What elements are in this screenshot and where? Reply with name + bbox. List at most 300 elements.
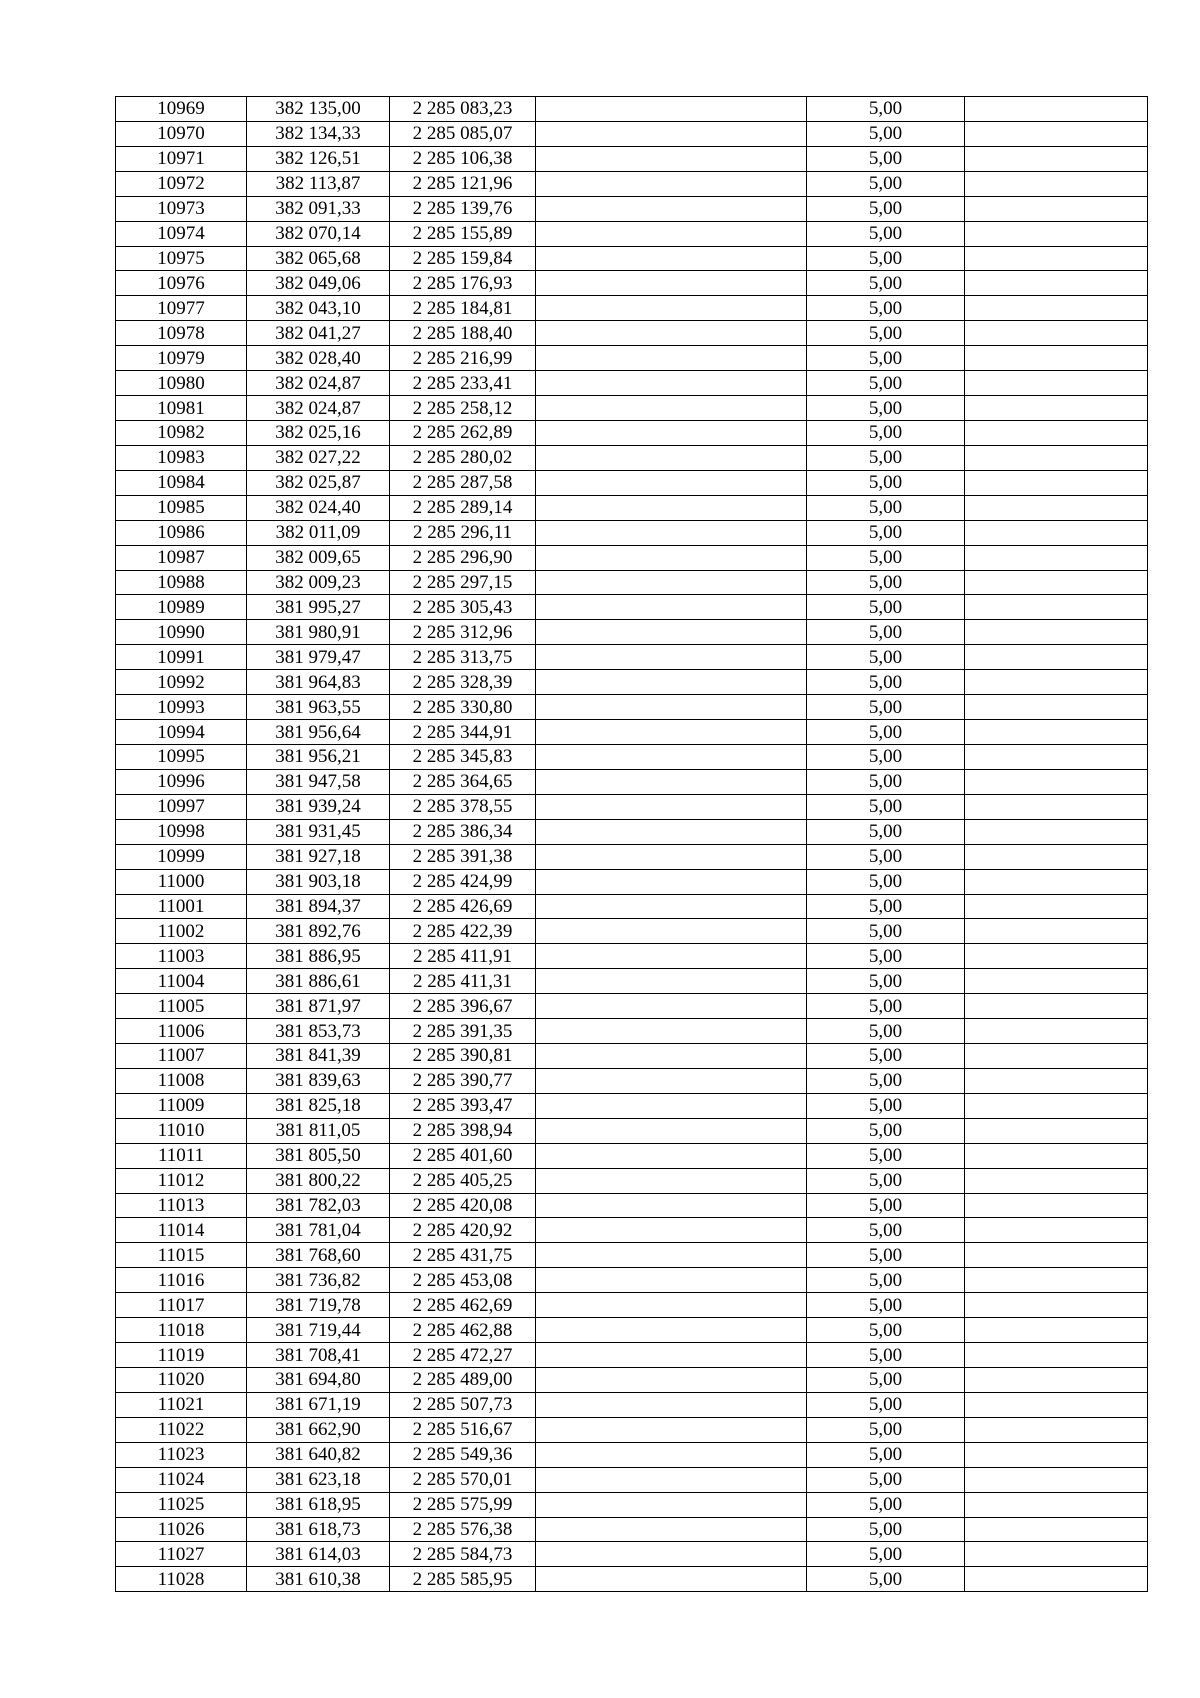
y-coordinate-cell: 2 285 233,41 — [390, 371, 536, 396]
x-coordinate-cell: 382 009,65 — [247, 545, 390, 570]
empty-cell — [965, 1392, 1148, 1417]
empty-cell — [965, 1218, 1148, 1243]
value-cell: 5,00 — [807, 520, 965, 545]
y-coordinate-cell: 2 285 424,99 — [390, 869, 536, 894]
y-coordinate-cell: 2 285 462,88 — [390, 1318, 536, 1343]
value-cell: 5,00 — [807, 1193, 965, 1218]
empty-cell — [965, 1143, 1148, 1168]
point-number-cell: 11023 — [116, 1442, 247, 1467]
x-coordinate-cell: 381 719,78 — [247, 1293, 390, 1318]
y-coordinate-cell: 2 285 489,00 — [390, 1368, 536, 1393]
value-cell: 5,00 — [807, 620, 965, 645]
coordinates-table — [115, 96, 1148, 1592]
blank-cell — [536, 1442, 807, 1467]
value-cell: 5,00 — [807, 720, 965, 745]
empty-cell — [965, 396, 1148, 421]
table-row — [116, 1392, 1148, 1417]
empty-cell — [965, 695, 1148, 720]
value-cell: 5,00 — [807, 744, 965, 769]
point-number-cell: 11026 — [116, 1517, 247, 1542]
value-cell: 5,00 — [807, 819, 965, 844]
table-row — [116, 520, 1148, 545]
empty-cell — [965, 994, 1148, 1019]
x-coordinate-cell: 381 980,91 — [247, 620, 390, 645]
x-coordinate-cell: 381 963,55 — [247, 695, 390, 720]
x-coordinate-cell: 381 979,47 — [247, 645, 390, 670]
x-coordinate-cell: 381 618,73 — [247, 1517, 390, 1542]
empty-cell — [965, 819, 1148, 844]
point-number-cell: 10994 — [116, 720, 247, 745]
table-row — [116, 1243, 1148, 1268]
x-coordinate-cell: 382 049,06 — [247, 271, 390, 296]
y-coordinate-cell: 2 285 453,08 — [390, 1268, 536, 1293]
y-coordinate-cell: 2 285 297,15 — [390, 570, 536, 595]
table-row — [116, 894, 1148, 919]
empty-cell — [965, 121, 1148, 146]
y-coordinate-cell: 2 285 296,11 — [390, 520, 536, 545]
empty-cell — [965, 1168, 1148, 1193]
table-row — [116, 1268, 1148, 1293]
blank-cell — [536, 171, 807, 196]
table-row — [116, 1417, 1148, 1442]
y-coordinate-cell: 2 285 328,39 — [390, 670, 536, 695]
blank-cell — [536, 620, 807, 645]
table-row — [116, 1293, 1148, 1318]
point-number-cell: 11000 — [116, 869, 247, 894]
point-number-cell: 11002 — [116, 919, 247, 944]
x-coordinate-cell: 381 964,83 — [247, 670, 390, 695]
y-coordinate-cell: 2 285 364,65 — [390, 769, 536, 794]
blank-cell — [536, 994, 807, 1019]
empty-cell — [965, 595, 1148, 620]
table-row — [116, 670, 1148, 695]
point-number-cell: 10990 — [116, 620, 247, 645]
y-coordinate-cell: 2 285 396,67 — [390, 994, 536, 1019]
y-coordinate-cell: 2 285 312,96 — [390, 620, 536, 645]
point-number-cell: 11027 — [116, 1542, 247, 1567]
x-coordinate-cell: 381 931,45 — [247, 819, 390, 844]
table-row — [116, 1343, 1148, 1368]
x-coordinate-cell: 381 927,18 — [247, 844, 390, 869]
point-number-cell: 11013 — [116, 1193, 247, 1218]
value-cell: 5,00 — [807, 196, 965, 221]
x-coordinate-cell: 382 009,23 — [247, 570, 390, 595]
value-cell: 5,00 — [807, 146, 965, 171]
blank-cell — [536, 1467, 807, 1492]
blank-cell — [536, 695, 807, 720]
empty-cell — [965, 246, 1148, 271]
empty-cell — [965, 495, 1148, 520]
value-cell: 5,00 — [807, 470, 965, 495]
y-coordinate-cell: 2 285 378,55 — [390, 794, 536, 819]
x-coordinate-cell: 381 768,60 — [247, 1243, 390, 1268]
blank-cell — [536, 121, 807, 146]
blank-cell — [536, 1392, 807, 1417]
blank-cell — [536, 720, 807, 745]
x-coordinate-cell: 381 782,03 — [247, 1193, 390, 1218]
table-row — [116, 769, 1148, 794]
blank-cell — [536, 1517, 807, 1542]
y-coordinate-cell: 2 285 330,80 — [390, 695, 536, 720]
y-coordinate-cell: 2 285 584,73 — [390, 1542, 536, 1567]
y-coordinate-cell: 2 285 422,39 — [390, 919, 536, 944]
point-number-cell: 11011 — [116, 1143, 247, 1168]
value-cell: 5,00 — [807, 1044, 965, 1069]
point-number-cell: 11004 — [116, 969, 247, 994]
blank-cell — [536, 1318, 807, 1343]
table-row — [116, 420, 1148, 445]
x-coordinate-cell: 382 134,33 — [247, 121, 390, 146]
empty-cell — [965, 794, 1148, 819]
table-row — [116, 1368, 1148, 1393]
x-coordinate-cell: 382 043,10 — [247, 296, 390, 321]
table-row — [116, 744, 1148, 769]
empty-cell — [965, 1068, 1148, 1093]
table-row — [116, 1442, 1148, 1467]
x-coordinate-cell: 381 956,21 — [247, 744, 390, 769]
point-number-cell: 10975 — [116, 246, 247, 271]
point-number-cell: 10979 — [116, 346, 247, 371]
y-coordinate-cell: 2 285 390,77 — [390, 1068, 536, 1093]
blank-cell — [536, 1168, 807, 1193]
table-row — [116, 396, 1148, 421]
y-coordinate-cell: 2 285 393,47 — [390, 1093, 536, 1118]
value-cell: 5,00 — [807, 371, 965, 396]
point-number-cell: 11016 — [116, 1268, 247, 1293]
empty-cell — [965, 1442, 1148, 1467]
x-coordinate-cell: 381 671,19 — [247, 1392, 390, 1417]
table-row — [116, 1093, 1148, 1118]
y-coordinate-cell: 2 285 344,91 — [390, 720, 536, 745]
empty-cell — [965, 869, 1148, 894]
blank-cell — [536, 495, 807, 520]
value-cell: 5,00 — [807, 1118, 965, 1143]
x-coordinate-cell: 382 113,87 — [247, 171, 390, 196]
y-coordinate-cell: 2 285 472,27 — [390, 1343, 536, 1368]
empty-cell — [965, 1019, 1148, 1044]
x-coordinate-cell: 381 623,18 — [247, 1467, 390, 1492]
x-coordinate-cell: 381 839,63 — [247, 1068, 390, 1093]
value-cell: 5,00 — [807, 1442, 965, 1467]
x-coordinate-cell: 381 805,50 — [247, 1143, 390, 1168]
x-coordinate-cell: 381 736,82 — [247, 1268, 390, 1293]
table-row — [116, 1143, 1148, 1168]
value-cell: 5,00 — [807, 794, 965, 819]
point-number-cell: 10986 — [116, 520, 247, 545]
table-row — [116, 645, 1148, 670]
empty-cell — [965, 1093, 1148, 1118]
y-coordinate-cell: 2 285 411,31 — [390, 969, 536, 994]
value-cell: 5,00 — [807, 1143, 965, 1168]
value-cell: 5,00 — [807, 1517, 965, 1542]
table-row — [116, 595, 1148, 620]
value-cell: 5,00 — [807, 570, 965, 595]
point-number-cell: 10999 — [116, 844, 247, 869]
y-coordinate-cell: 2 285 139,76 — [390, 196, 536, 221]
point-number-cell: 10984 — [116, 470, 247, 495]
table-row — [116, 1517, 1148, 1542]
table-row — [116, 271, 1148, 296]
blank-cell — [536, 97, 807, 122]
table-row — [116, 1118, 1148, 1143]
table-row — [116, 720, 1148, 745]
empty-cell — [965, 720, 1148, 745]
blank-cell — [536, 1492, 807, 1517]
value-cell: 5,00 — [807, 396, 965, 421]
blank-cell — [536, 1218, 807, 1243]
point-number-cell: 10993 — [116, 695, 247, 720]
value-cell: 5,00 — [807, 1243, 965, 1268]
y-coordinate-cell: 2 285 507,73 — [390, 1392, 536, 1417]
blank-cell — [536, 894, 807, 919]
blank-cell — [536, 246, 807, 271]
x-coordinate-cell: 382 126,51 — [247, 146, 390, 171]
point-number-cell: 10998 — [116, 819, 247, 844]
y-coordinate-cell: 2 285 391,35 — [390, 1019, 536, 1044]
empty-cell — [965, 296, 1148, 321]
blank-cell — [536, 919, 807, 944]
y-coordinate-cell: 2 285 184,81 — [390, 296, 536, 321]
table-row — [116, 97, 1148, 122]
x-coordinate-cell: 381 719,44 — [247, 1318, 390, 1343]
y-coordinate-cell: 2 285 411,91 — [390, 944, 536, 969]
empty-cell — [965, 1517, 1148, 1542]
value-cell: 5,00 — [807, 769, 965, 794]
table-row — [116, 794, 1148, 819]
y-coordinate-cell: 2 285 155,89 — [390, 221, 536, 246]
blank-cell — [536, 1417, 807, 1442]
blank-cell — [536, 570, 807, 595]
value-cell: 5,00 — [807, 1019, 965, 1044]
value-cell: 5,00 — [807, 695, 965, 720]
blank-cell — [536, 969, 807, 994]
point-number-cell: 11018 — [116, 1318, 247, 1343]
point-number-cell: 10982 — [116, 420, 247, 445]
point-number-cell: 10977 — [116, 296, 247, 321]
point-number-cell: 10971 — [116, 146, 247, 171]
empty-cell — [965, 321, 1148, 346]
point-number-cell: 10991 — [116, 645, 247, 670]
value-cell: 5,00 — [807, 346, 965, 371]
y-coordinate-cell: 2 285 549,36 — [390, 1442, 536, 1467]
x-coordinate-cell: 382 027,22 — [247, 445, 390, 470]
y-coordinate-cell: 2 285 391,38 — [390, 844, 536, 869]
blank-cell — [536, 1068, 807, 1093]
table-row — [116, 321, 1148, 346]
point-number-cell: 10983 — [116, 445, 247, 470]
value-cell: 5,00 — [807, 271, 965, 296]
point-number-cell: 11010 — [116, 1118, 247, 1143]
point-number-cell: 11003 — [116, 944, 247, 969]
y-coordinate-cell: 2 285 289,14 — [390, 495, 536, 520]
value-cell: 5,00 — [807, 420, 965, 445]
blank-cell — [536, 844, 807, 869]
empty-cell — [965, 844, 1148, 869]
x-coordinate-cell: 382 024,87 — [247, 371, 390, 396]
x-coordinate-cell: 382 024,40 — [247, 495, 390, 520]
blank-cell — [536, 1567, 807, 1592]
empty-cell — [965, 171, 1148, 196]
blank-cell — [536, 744, 807, 769]
point-number-cell: 11020 — [116, 1368, 247, 1393]
blank-cell — [536, 1368, 807, 1393]
value-cell: 5,00 — [807, 296, 965, 321]
x-coordinate-cell: 382 065,68 — [247, 246, 390, 271]
table-row — [116, 171, 1148, 196]
x-coordinate-cell: 381 694,80 — [247, 1368, 390, 1393]
value-cell: 5,00 — [807, 919, 965, 944]
table-row — [116, 1168, 1148, 1193]
value-cell: 5,00 — [807, 1218, 965, 1243]
x-coordinate-cell: 381 871,97 — [247, 994, 390, 1019]
point-number-cell: 11007 — [116, 1044, 247, 1069]
point-number-cell: 10995 — [116, 744, 247, 769]
blank-cell — [536, 819, 807, 844]
point-number-cell: 11015 — [116, 1243, 247, 1268]
point-number-cell: 11008 — [116, 1068, 247, 1093]
table-row — [116, 869, 1148, 894]
point-number-cell: 11028 — [116, 1567, 247, 1592]
value-cell: 5,00 — [807, 1168, 965, 1193]
point-number-cell: 10981 — [116, 396, 247, 421]
point-number-cell: 11012 — [116, 1168, 247, 1193]
empty-cell — [965, 1293, 1148, 1318]
table-row — [116, 919, 1148, 944]
y-coordinate-cell: 2 285 575,99 — [390, 1492, 536, 1517]
value-cell: 5,00 — [807, 121, 965, 146]
blank-cell — [536, 869, 807, 894]
table-row — [116, 844, 1148, 869]
y-coordinate-cell: 2 285 585,95 — [390, 1567, 536, 1592]
value-cell: 5,00 — [807, 1368, 965, 1393]
empty-cell — [965, 1467, 1148, 1492]
value-cell: 5,00 — [807, 1492, 965, 1517]
table-row — [116, 1318, 1148, 1343]
y-coordinate-cell: 2 285 216,99 — [390, 346, 536, 371]
x-coordinate-cell: 381 640,82 — [247, 1442, 390, 1467]
point-number-cell: 11014 — [116, 1218, 247, 1243]
x-coordinate-cell: 381 886,61 — [247, 969, 390, 994]
x-coordinate-cell: 381 894,37 — [247, 894, 390, 919]
y-coordinate-cell: 2 285 287,58 — [390, 470, 536, 495]
x-coordinate-cell: 382 135,00 — [247, 97, 390, 122]
blank-cell — [536, 470, 807, 495]
value-cell: 5,00 — [807, 495, 965, 520]
value-cell: 5,00 — [807, 670, 965, 695]
table-row — [116, 1019, 1148, 1044]
value-cell: 5,00 — [807, 969, 965, 994]
blank-cell — [536, 271, 807, 296]
empty-cell — [965, 1193, 1148, 1218]
empty-cell — [965, 769, 1148, 794]
empty-cell — [965, 1343, 1148, 1368]
blank-cell — [536, 445, 807, 470]
table-row — [116, 994, 1148, 1019]
x-coordinate-cell: 381 811,05 — [247, 1118, 390, 1143]
blank-cell — [536, 1044, 807, 1069]
point-number-cell: 11025 — [116, 1492, 247, 1517]
y-coordinate-cell: 2 285 280,02 — [390, 445, 536, 470]
blank-cell — [536, 296, 807, 321]
table-row — [116, 1193, 1148, 1218]
empty-cell — [965, 894, 1148, 919]
point-number-cell: 11001 — [116, 894, 247, 919]
value-cell: 5,00 — [807, 545, 965, 570]
value-cell: 5,00 — [807, 321, 965, 346]
value-cell: 5,00 — [807, 97, 965, 122]
empty-cell — [965, 420, 1148, 445]
point-number-cell: 10988 — [116, 570, 247, 595]
table-row — [116, 221, 1148, 246]
x-coordinate-cell: 382 011,09 — [247, 520, 390, 545]
y-coordinate-cell: 2 285 576,38 — [390, 1517, 536, 1542]
y-coordinate-cell: 2 285 516,67 — [390, 1417, 536, 1442]
x-coordinate-cell: 381 614,03 — [247, 1542, 390, 1567]
value-cell: 5,00 — [807, 1068, 965, 1093]
empty-cell — [965, 1318, 1148, 1343]
empty-cell — [965, 1542, 1148, 1567]
point-number-cell: 11017 — [116, 1293, 247, 1318]
value-cell: 5,00 — [807, 844, 965, 869]
empty-cell — [965, 221, 1148, 246]
table-row — [116, 445, 1148, 470]
blank-cell — [536, 196, 807, 221]
table-row — [116, 1467, 1148, 1492]
x-coordinate-cell: 382 028,40 — [247, 346, 390, 371]
table-row — [116, 470, 1148, 495]
table-row — [116, 1044, 1148, 1069]
x-coordinate-cell: 382 091,33 — [247, 196, 390, 221]
y-coordinate-cell: 2 285 420,08 — [390, 1193, 536, 1218]
empty-cell — [965, 570, 1148, 595]
x-coordinate-cell: 381 903,18 — [247, 869, 390, 894]
empty-cell — [965, 371, 1148, 396]
point-number-cell: 10985 — [116, 495, 247, 520]
empty-cell — [965, 969, 1148, 994]
empty-cell — [965, 944, 1148, 969]
blank-cell — [536, 1193, 807, 1218]
y-coordinate-cell: 2 285 296,90 — [390, 545, 536, 570]
blank-cell — [536, 1143, 807, 1168]
y-coordinate-cell: 2 285 305,43 — [390, 595, 536, 620]
empty-cell — [965, 97, 1148, 122]
empty-cell — [965, 445, 1148, 470]
y-coordinate-cell: 2 285 159,84 — [390, 246, 536, 271]
coordinates-table-body — [116, 97, 1148, 1592]
x-coordinate-cell: 381 781,04 — [247, 1218, 390, 1243]
x-coordinate-cell: 381 892,76 — [247, 919, 390, 944]
empty-cell — [965, 670, 1148, 695]
y-coordinate-cell: 2 285 083,23 — [390, 97, 536, 122]
empty-cell — [965, 1243, 1148, 1268]
value-cell: 5,00 — [807, 894, 965, 919]
table-row — [116, 1542, 1148, 1567]
table-row — [116, 495, 1148, 520]
y-coordinate-cell: 2 285 262,89 — [390, 420, 536, 445]
x-coordinate-cell: 382 070,14 — [247, 221, 390, 246]
y-coordinate-cell: 2 285 401,60 — [390, 1143, 536, 1168]
table-row — [116, 944, 1148, 969]
table-row — [116, 695, 1148, 720]
x-coordinate-cell: 381 618,95 — [247, 1492, 390, 1517]
x-coordinate-cell: 381 947,58 — [247, 769, 390, 794]
blank-cell — [536, 595, 807, 620]
point-number-cell: 10978 — [116, 321, 247, 346]
value-cell: 5,00 — [807, 445, 965, 470]
table-row — [116, 1068, 1148, 1093]
blank-cell — [536, 520, 807, 545]
blank-cell — [536, 371, 807, 396]
